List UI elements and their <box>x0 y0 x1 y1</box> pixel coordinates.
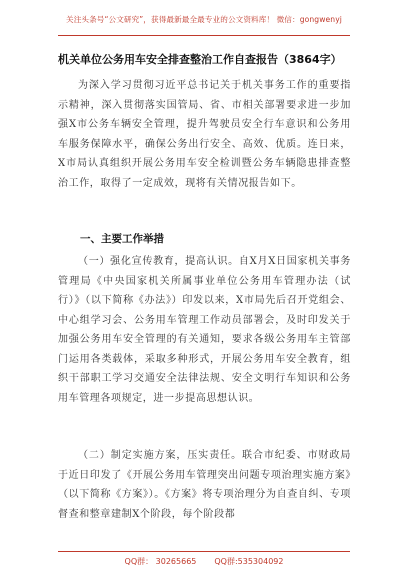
header-divider <box>58 35 350 36</box>
body-paragraph-1: （一）强化宣传教育，提高认识。自X月X日国家机关事务管理局《中央国家机关所属事业单位公务用车管理办法（试行）》（以下简称《办法》）印发以来，X市局先后召开党组会、中心组学习会、公务用车管理工作动员部署会，及时印发关于加强公务用车安全管理的有关通知，要求各级公务用车主管部门运用各类载体，采取多种形式，开展公务用车安全教育，组织干部职工学习交通安全法律法规、安全文明行车知识和公务用车管理各项规定，进一步提高思想认识。 <box>58 256 351 404</box>
header-banner: 关注头条号“公文研究”，获得最新最全最专业的公文资料库！ 微信：gongwenyj <box>66 15 342 24</box>
body-paragraph-2: （二）制定实施方案，压实责任。联合市纪委、市财政局于近日印发了《开展公务用车管理突出问题专项治理实施方案》（以下简称《方案》）。《方案》将专项治理分为自查自纠、专项督查和整章建制X个阶段，每个阶段都 <box>58 450 351 520</box>
footer-divider <box>58 551 350 552</box>
footer-contact <box>0 556 408 567</box>
intro-paragraph: 为深入学习贯彻习近平总书记关于机关事务工作的重要指示精神，深入贯彻落实国管局、省、市相关部署要求进一步加强X市公务车辆安全管理，提升驾驶员安全行车意识和公务用车服务保障水平，确保公务出行安全、高效、优质。连日来，X市局认真组织开展公务用车安全检训暨公务车辆隐患排查整治工作，取得了一定成效，现将有关情况报告如下。 <box>58 80 351 189</box>
footer-qq-group-2: QQ群:535304092 <box>214 557 284 566</box>
document-title: 机关单位公务用车安全排查整治工作自查报告（3864字） <box>58 53 342 66</box>
footer-qq-group-1: QQ群： 30265665 <box>124 557 197 566</box>
section-heading: 一、主要工作举措 <box>80 233 164 245</box>
